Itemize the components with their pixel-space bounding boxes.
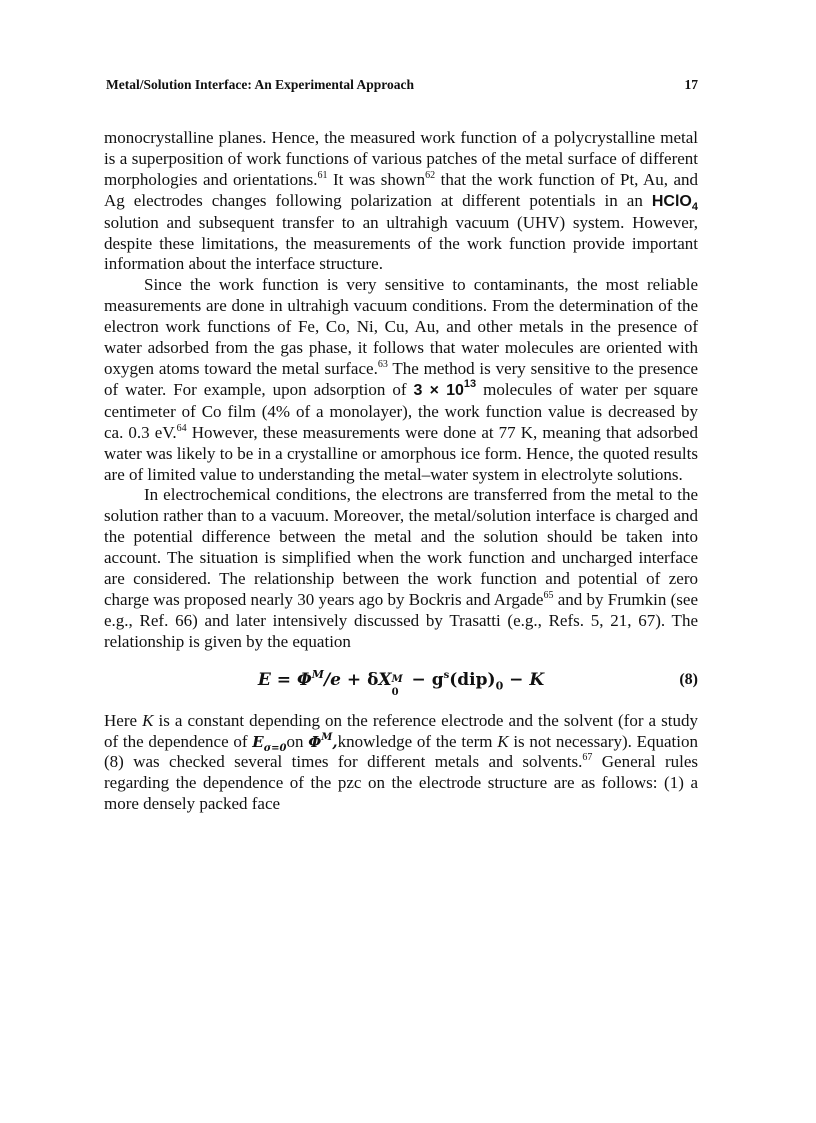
reference-65: 65 <box>543 589 554 601</box>
reference-61: 61 <box>317 169 328 181</box>
quantity-exponent: 13 <box>463 377 477 390</box>
text-run: is not necessary). Equation (8) was checked several times for different metals and solvents. <box>104 731 698 772</box>
reference-67: 67 <box>582 752 593 764</box>
eq-chi-scripts <box>391 673 406 698</box>
eq-phi-sup: M <box>311 667 324 681</box>
formula-text: HClO <box>651 192 692 210</box>
symbol-phi-M <box>308 733 337 751</box>
symbol-phi-sup: M <box>321 731 333 743</box>
text-run: knowledge of the term <box>337 731 498 751</box>
reference-64: 64 <box>176 422 187 434</box>
eq-dip: (dip) <box>449 669 496 690</box>
text-run: In electrochemical conditions, the electrons are transferred from the metal to the solution rather than to a vacuum. Moreover, the metal/solution interface is charged and the potential difference between the metal and the solution should be taken into account. The situation is simplified when the work function and uncharged interface are considered. The relationship between the work function and potential of zero charge was proposed nearly 30 years ago by Bockris and Argade <box>104 485 698 609</box>
paragraph-2 <box>104 275 698 485</box>
text-run: General rules regarding the dependence of the pzc on the electrode structure are as follows: (1) a more densely packed face <box>104 752 699 814</box>
text-run: molecules of water per square centimeter of Co film (4% of a monolayer), the work function value is decreased by ca. 0.3 eV. <box>104 379 698 442</box>
equation-body <box>104 667 698 698</box>
text-run: that the work function of Pt, Au, and Ag electrodes changes following polarization at different potentials in an <box>104 169 698 210</box>
text-run: is a constant depending on the reference electrode and the solvent (for a study of the dependence of <box>104 710 698 751</box>
symbol-E-sigma-0 <box>252 732 287 754</box>
running-title: Metal/Solution Interface: An Experimental Approach <box>106 77 414 92</box>
eq-K: K <box>529 669 545 690</box>
symbol-E-sub: σ=0 <box>263 742 287 754</box>
page-number: 17 <box>684 77 698 92</box>
text-run: Here <box>104 710 143 730</box>
quantity-mantissa: 3 × 10 <box>413 381 464 399</box>
formula-subscript: 4 <box>691 200 698 213</box>
paragraph-1 <box>104 128 698 275</box>
text-run: The method is very sensitive to the presence of water. For example, upon adsorption of <box>104 358 698 399</box>
eq-div-e: /e <box>323 669 341 690</box>
text-run: It was shown <box>327 169 426 189</box>
symbol-K: K <box>142 710 154 730</box>
eq-minus: − <box>503 669 530 690</box>
chemical-formula-hclo4 <box>651 192 698 213</box>
eq-chi: X <box>378 669 392 690</box>
equation-number: (8) <box>679 670 698 688</box>
eq-minus-g: − g <box>405 669 444 690</box>
text-run: However, these measurements were done at 77 K, meaning that adsorbed water was likely to be in a crystalline or amorphous ice form. Hence, the quoted results are of limited value to understanding the metal–water system in electrolyte solutions. <box>104 422 698 484</box>
symbol-comma: , <box>332 732 338 751</box>
text-run: solution and subsequent transfer to an ultrahigh vacuum (UHV) system. However, despite these limitations, the measurements of the work function provide important information about the interface structure. <box>104 212 698 274</box>
reference-63: 63 <box>377 358 388 370</box>
reference-62: 62 <box>425 169 436 181</box>
paragraph-4 <box>104 711 698 816</box>
text-run: and by Frumkin (see e.g., Ref. 66) and later intensively discussed by Trasatti (e.g., Refs. 5, 21, 67). The relationship is given by the equation <box>104 589 698 651</box>
quantity-3e13 <box>413 377 477 399</box>
eq-phi: Φ <box>296 669 312 690</box>
eq-chi-sup: M <box>391 673 403 685</box>
eq-equals: = <box>270 669 297 690</box>
page <box>104 0 698 1123</box>
paragraph-3 <box>104 485 698 652</box>
symbol-K: K <box>497 731 509 751</box>
text-run: on <box>286 731 309 751</box>
eq-chi-sub: 0 <box>391 686 399 698</box>
eq-g-sup: s <box>443 669 450 681</box>
symbol-E: E <box>252 732 264 751</box>
body-text <box>104 128 698 815</box>
text-run: Since the work function is very sensitive to contaminants, the most reliable measurements are done in ultrahigh vacuum conditions. From the determination of the electron work functions of Fe, Co, Ni, Cu, Au, and other metals in the presence of water adsorbed from the gas phase, it follows that water molecules are oriented with oxygen atoms toward the metal surface. <box>104 275 698 378</box>
eq-E: E <box>257 669 271 690</box>
eq-dip-sub: 0 <box>495 679 504 693</box>
symbol-phi: Φ <box>308 732 322 751</box>
equation-8 <box>104 653 698 711</box>
text-run: monocrystalline planes. Hence, the measured work function of a polycrystalline metal is a superposition of work functions of various patches of the metal surface of different morphologies and orientations. <box>104 128 698 189</box>
eq-plus-delta: + δ <box>341 669 379 690</box>
